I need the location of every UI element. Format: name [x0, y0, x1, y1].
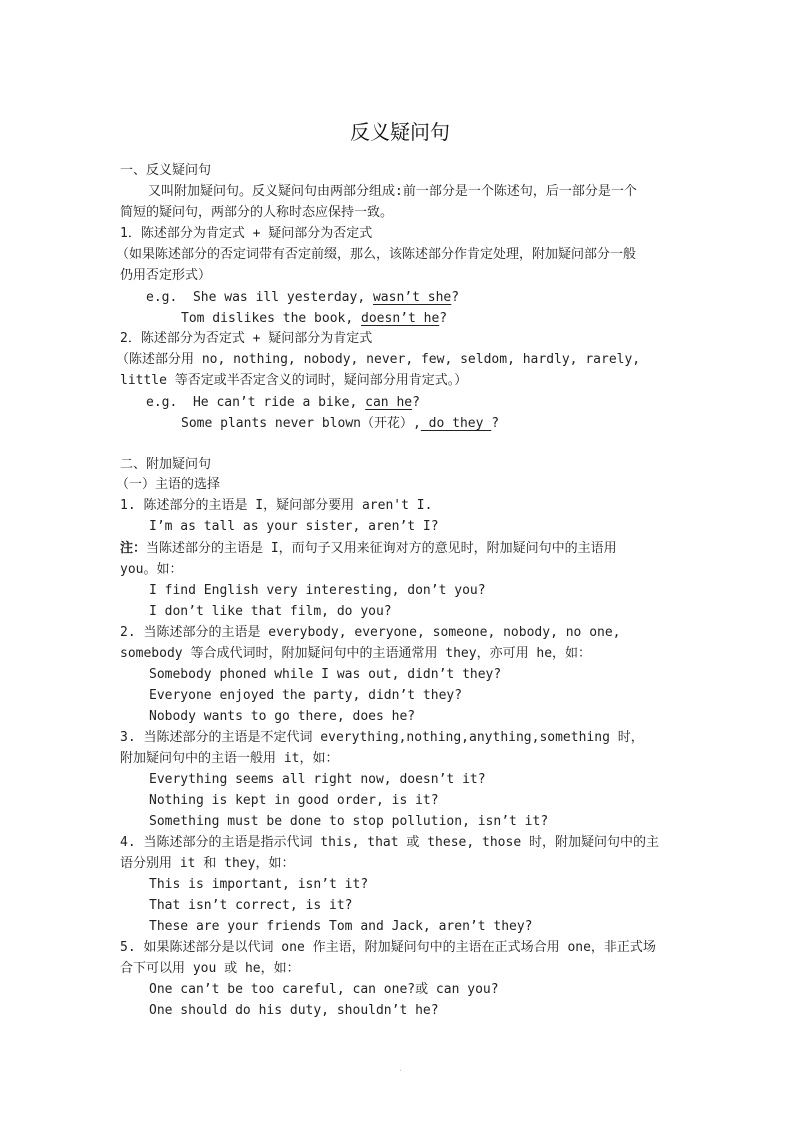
point-4-example-1: This is important, isn’t it? [149, 877, 369, 892]
example-4-tag: do they [420, 416, 492, 431]
page-mark-icon: · [398, 1066, 403, 1075]
point-2-example-3: Nobody wants to go there, does he? [149, 709, 416, 724]
point-3-example-1: Everything seems all right now, doesn’t it? [149, 772, 486, 787]
note-text: 当陈述部分的主语是 I，而句子又用来征询对方的意见时，附加疑问句中的主语用 [146, 541, 617, 556]
example-4-mark: ? [491, 416, 500, 431]
example-2 [181, 308, 447, 329]
rule-2: 2．陈述部分为否定式 + 疑问部分为肯定式 [120, 331, 373, 346]
point-2-line-2: somebody 等合成代词时，附加疑问句中的主语通常用 they，亦可用 he，如： [120, 646, 592, 661]
example-3 [146, 392, 420, 413]
section-2-subheading: （一）主语的选择 [116, 477, 221, 492]
example-3-tag: can he [365, 395, 413, 410]
example-3-mark: ? [412, 395, 420, 410]
point-3-line-2: 附加疑问句中的主语一般用 it，如： [120, 751, 339, 766]
intro-line-1: 又叫附加疑问句。反义疑问句由两部分组成:前一部分是一个陈述句，后一部分是一个 [148, 184, 637, 199]
point-4-example-3: These are your friends Tom and Jack, aren’t they? [149, 919, 533, 934]
point-2-line-1: 2. 当陈述部分的主语是 everybody, everyone, someone, nobody, no one, [120, 625, 621, 640]
example-2-statement: Tom dislikes the book, [181, 311, 362, 326]
example-1-mark: ? [451, 290, 460, 305]
note-example-1: I find English very interesting, don’t you? [149, 583, 486, 598]
point-5-example-2: One should do his duty, shouldn’t he? [149, 1003, 439, 1018]
note-example-2: I don’t like that film, do you? [149, 604, 392, 619]
example-1-tag: wasn’t she [372, 290, 452, 305]
point-5-line-2: 合下可以用 you 或 he，如： [120, 961, 300, 976]
point-1: 1. 陈述部分的主语是 I，疑问部分要用 aren't I. [120, 498, 433, 513]
page-title: 反义疑问句 [350, 120, 450, 144]
note-line-1 [120, 538, 617, 559]
example-2-tag: doesn’t he [361, 311, 440, 326]
point-3-example-2: Nothing is kept in good order, is it? [149, 793, 439, 808]
intro-line-2: 简短的疑问句，两部分的人称时态应保持一致。 [120, 205, 394, 220]
point-2-example-2: Everyone enjoyed the party, didn’t they? [149, 688, 463, 703]
rule-1-note-line-1: （如果陈述部分的否定词带有否定前缀，那么，该陈述部分作肯定处理，附加疑问部分一般 [116, 247, 637, 262]
point-4-line-1: 4. 当陈述部分的主语是指示代词 this, that 或 these, those 时，附加疑问句中的主 [120, 835, 659, 850]
rule-2-note-line-2: little 等否定或半否定含义的词时，疑问部分用肯定式。） [120, 373, 468, 388]
example-3-statement: e.g. He can’t ride a bike, [146, 395, 366, 410]
point-3-example-3: Something must be done to stop pollution, isn’t it? [149, 814, 549, 829]
section-1-heading: 一、反义疑问句 [120, 163, 212, 178]
rule-1: 1．陈述部分为肯定式 + 疑问部分为否定式 [120, 226, 373, 241]
example-2-mark: ? [439, 311, 448, 326]
example-4 [181, 413, 499, 434]
rule-1-note-line-2: 仍用否定形式） [120, 268, 212, 283]
point-5-line-1: 5. 如果陈述部分是以代词 one 作主语，附加疑问句中的主语在正式场合用 one，非正式场 [120, 940, 656, 955]
point-4-line-2: 语分别用 it 和 they，如： [120, 856, 295, 871]
section-2-heading: 二、附加疑问句 [120, 457, 212, 472]
note-label: 注： [120, 541, 147, 556]
point-4-example-2: That isn’t correct, is it? [149, 898, 353, 913]
point-2-example-1: Somebody phoned while I was out, didn’t they? [149, 667, 502, 682]
note-line-2: you。如： [120, 562, 183, 577]
rule-2-note-line-1: （陈述部分用 no, nothing, nobody, never, few, seldom, hardly, rarely, [116, 352, 641, 367]
example-1 [146, 287, 459, 308]
point-5-example-1: One can’t be too careful, can one?或 can you? [149, 982, 499, 997]
example-4-statement: Some plants never blown（开花）, [181, 416, 421, 431]
example-1-statement: e.g. She was ill yesterday, [146, 290, 373, 305]
point-3-line-1: 3. 当陈述部分的主语是不定代词 everything,nothing,anything,something 时， [120, 730, 644, 745]
point-1-example: I’m as tall as your sister, aren’t I? [149, 519, 439, 534]
